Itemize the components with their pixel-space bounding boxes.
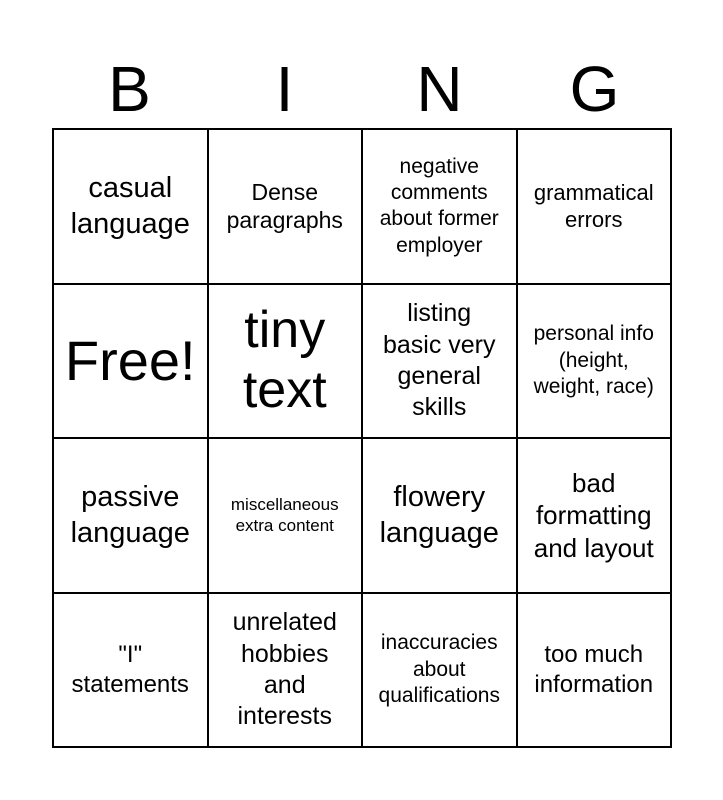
bingo-cell[interactable] (362, 593, 517, 748)
bingo-cell[interactable] (517, 438, 672, 593)
header-letter-n: N (416, 53, 463, 125)
cell-text: grammatical errors (533, 179, 654, 233)
cell-text: personal info (height, weight, race) (533, 322, 654, 398)
bingo-cell[interactable] (208, 129, 363, 284)
cell-text: negative comments about former employer (379, 154, 499, 257)
cell-text: unrelated hobbies and interests (232, 608, 337, 730)
bingo-cell[interactable] (208, 284, 363, 439)
cell-text: listing basic very general skills (382, 299, 496, 421)
free-space-cell[interactable] (53, 284, 208, 439)
header-letter-b: B (108, 53, 151, 125)
bingo-cell[interactable] (53, 129, 208, 284)
bingo-cell[interactable] (362, 284, 517, 439)
bingo-cell[interactable] (53, 438, 208, 593)
cell-text: "I" statements (71, 640, 189, 698)
bingo-cell[interactable] (53, 593, 208, 748)
bingo-cell[interactable] (517, 593, 672, 748)
cell-text: Dense paragraphs (226, 178, 343, 234)
cell-text: too much information (534, 640, 654, 698)
bingo-cell[interactable] (362, 129, 517, 284)
cell-text: miscellaneous extra content (230, 495, 339, 536)
bingo-cell[interactable] (517, 129, 672, 284)
cell-text: inaccuracies about qualifications (378, 631, 500, 707)
bingo-cell[interactable] (517, 284, 672, 439)
cell-text: casual language (70, 172, 190, 241)
cell-text: Free! (64, 328, 196, 392)
bingo-cell[interactable] (208, 438, 363, 593)
cell-text: bad formatting and layout (533, 467, 654, 563)
bingo-board (52, 128, 672, 748)
bingo-cell[interactable] (208, 593, 363, 748)
header-letter-i: I (275, 53, 294, 125)
bingo-header (52, 50, 672, 128)
cell-text: flowery language (379, 481, 499, 550)
cell-text: passive language (70, 481, 190, 550)
cell-text: tiny text (242, 300, 327, 419)
header-letter-g: G (569, 53, 620, 125)
bingo-cell[interactable] (362, 438, 517, 593)
